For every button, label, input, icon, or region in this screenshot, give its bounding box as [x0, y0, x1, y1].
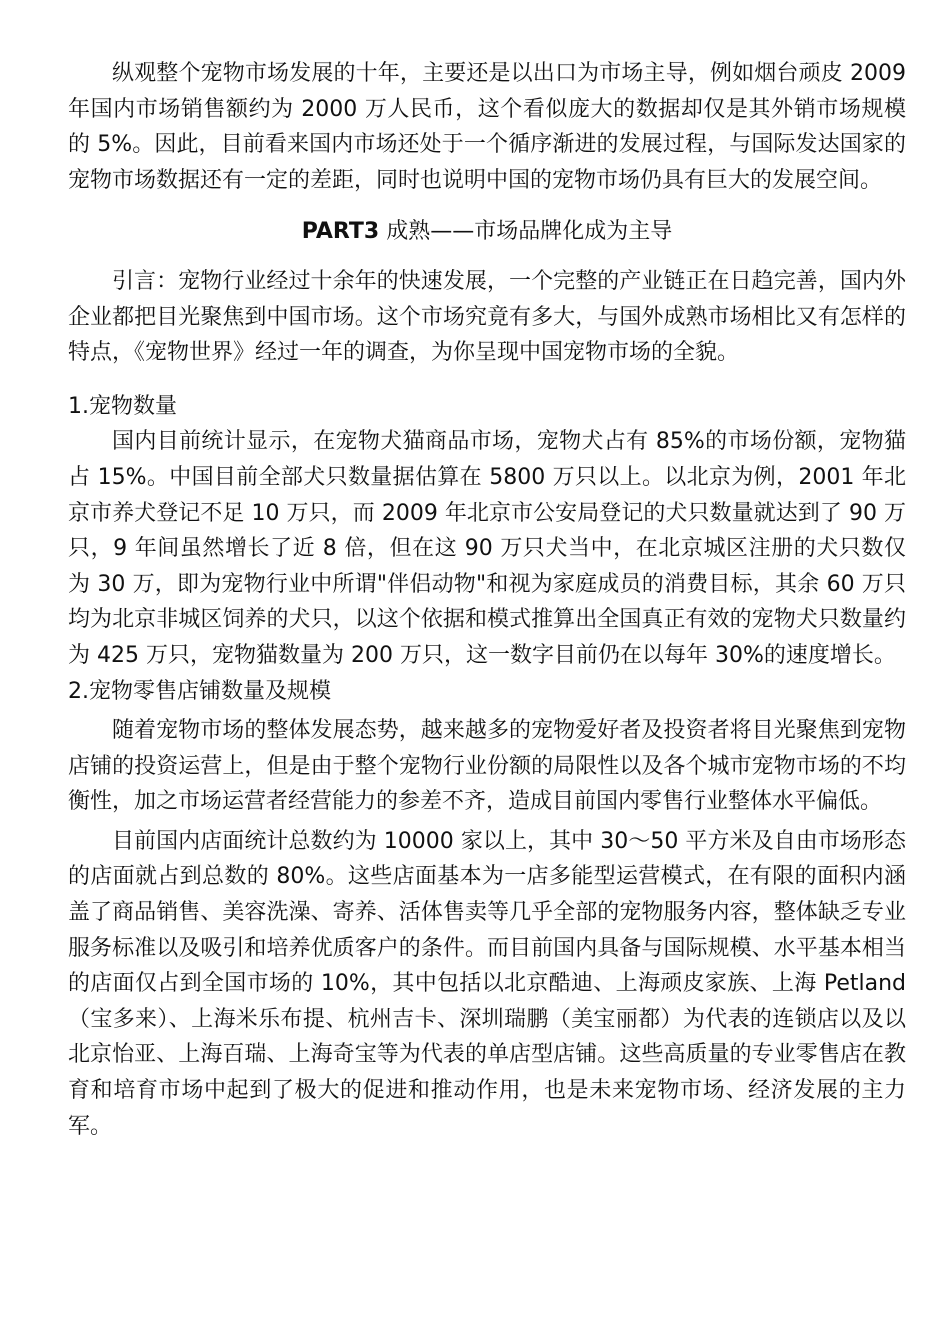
- paragraph-intro: 引言：宠物行业经过十余年的快速发展，一个完整的产业链正在日趋完善，国内外企业都把目光聚焦到中国市场。这个市场究竟有多大，与国外成熟市场相比又有怎样的特点，《宠物世界》经过一年的调查，为你呈现中国宠物市场的全貌。: [68, 268, 906, 366]
- section1-heading: 1.宠物数量: [68, 393, 177, 419]
- paragraph-market-overview: 纵观整个宠物市场发展的十年，主要还是以出口为市场主导，例如烟台顽皮 2009 年国内市场销售额约为 2000 万人民币，这个看似庞大的数据却仅是其外销市场规模的 5%。因此，目前看来国内市场还处于一个循序渐进的发展过程，与国际发达国家的宠物市场数据还有一定的差距，同时也说明中国的宠物市场仍具有巨大的发展空间。: [68, 61, 906, 193]
- spacer: [68, 371, 906, 389]
- section2-body-1: 随着宠物市场的整体发展态势，越来越多的宠物爱好者及投资者将目光聚焦到宠物店铺的投资运营上，但是由于整个宠物行业份额的局限性以及各个城市宠物市场的不均衡性，加之市场运营者经营能力的参差不齐，造成目前国内零售行业整体水平偏低。: [68, 718, 906, 815]
- part3-heading: [68, 214, 906, 250]
- part3-label: PART3: [301, 219, 380, 245]
- section1-body: 国内目前统计显示，在宠物犬猫商品市场，宠物犬占有 85%的市场份额，宠物猫占 15%。中国目前全部犬只数量据估算在 5800 万只以上。以北京为例，2001 年北京市养犬登记不足 10 万只，而 2009 年北京市公安局登记的犬只数量就达到了 90 万只，9 年间虽然增长了近 8 倍，但在这 90 万只犬当中，在北京城区注册的犬只数仅为 30 万，即为宠物行业中所谓"伴侣动物"和视为家庭成员的消费目标，其余 60 万只均为北京非城区饲养的犬只，以这个依据和模式推算出全国真正有效的宠物犬只数量约为 425 万只，宠物猫数量为 200 万只，这一数字目前仍在以每年 30%的速度增长。: [68, 429, 906, 668]
- section2-body-2: 目前国内店面统计总数约为 10000 家以上，其中 30～50 平方米及自由市场形态的店面就占到总数的 80%。这些店面基本为一店多能型运营模式，在有限的面积内涵盖了商品销售、美容洗澡、寄养、活体售卖等几乎全部的宠物服务内容，整体缺乏专业服务标准以及吸引和培养优质客户的条件。而目前国内具备与国际规模、水平基本相当的店面仅占到全国市场的 10%，其中包括以北京酷迪、上海顽皮家族、上海 Petland（宝多来）、上海米乐布提、杭州吉卡、深圳瑞鹏（美宝丽都）为代表的连锁店以及以北京怡亚、上海百瑞、上海奇宝等为代表的单店型店铺。这些高质量的专业零售店在教育和培育市场中起到了极大的促进和推动作用，也是未来宠物市场、经济发展的主力军。: [68, 828, 906, 1139]
- document-page: [68, 56, 906, 1144]
- part3-title: 成熟——市场品牌化成为主导: [379, 219, 673, 245]
- section2-heading: 2.宠物零售店铺数量及规模: [68, 678, 331, 704]
